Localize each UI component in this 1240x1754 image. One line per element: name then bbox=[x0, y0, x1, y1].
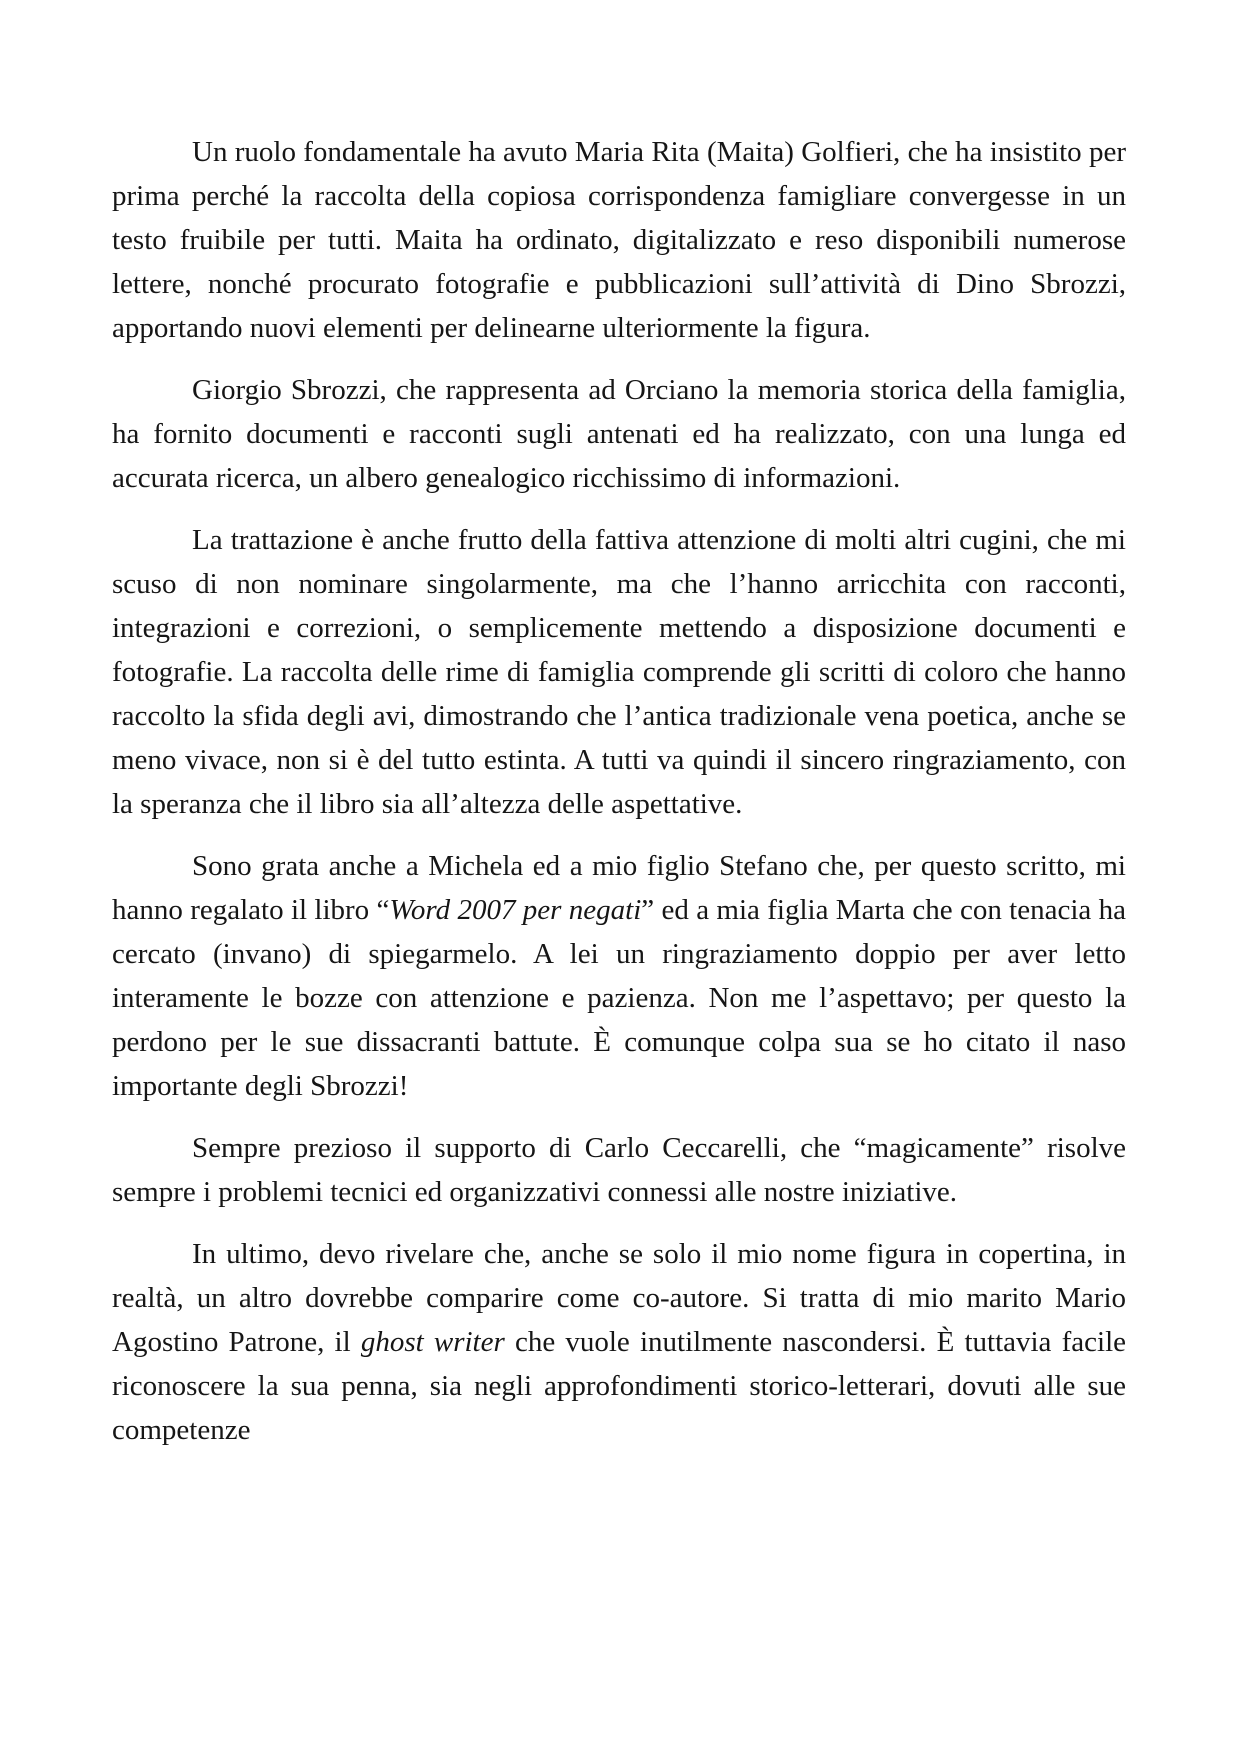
text-run: In ultimo, devo rivelare che, anche se solo il mio nome figura in copertina, in realtà, un altro dovrebbe comparire come co-autore. Si tratta di mio marito Mario Agostino Patrone, il bbox=[112, 1238, 1126, 1358]
paragraph-6 bbox=[112, 1232, 1126, 1452]
text-run: ” ed a mia figlia Marta che con tenacia ha cercato (invano) di spiegarmelo. A lei un ringraziamento doppio per aver letto interamente le bozze con attenzione e pazienza. Non me l’aspettavo; per questo la perdono per le sue dissacranti battute. È comunque colpa sua se ho citato il naso importante degli Sbrozzi! bbox=[112, 894, 1126, 1102]
paragraph-2 bbox=[112, 368, 1126, 500]
paragraph-1 bbox=[112, 130, 1126, 350]
paragraph-4 bbox=[112, 844, 1126, 1108]
paragraph-3 bbox=[112, 518, 1126, 826]
italic-text-run: Word 2007 per negati bbox=[389, 894, 642, 926]
text-run: Sempre prezioso il supporto di Carlo Ceccarelli, che “magicamente” risolve sempre i problemi tecnici ed organizzativi connessi alle nostre iniziative. bbox=[112, 1132, 1126, 1208]
text-run: Giorgio Sbrozzi, che rappresenta ad Orciano la memoria storica della famiglia, ha fornito documenti e racconti sugli antenati ed ha realizzato, con una lunga ed accurata ricerca, un albero genealogico ricchissimo di informazioni. bbox=[112, 374, 1126, 494]
paragraph-5 bbox=[112, 1126, 1126, 1214]
text-run: che vuole inutilmente nascondersi. È tuttavia facile riconoscere la sua penna, sia negli approfondimenti storico-letterari, dovuti alle sue competenze bbox=[112, 1326, 1126, 1446]
document-body bbox=[112, 130, 1126, 1452]
text-run: Sono grata anche a Michela ed a mio figlio Stefano che, per questo scritto, mi hanno regalato il libro “ bbox=[112, 850, 1126, 926]
text-run: Un ruolo fondamentale ha avuto Maria Rita (Maita) Golfieri, che ha insistito per prima perché la raccolta della copiosa corrispondenza famigliare convergesse in un testo fruibile per tutti. Maita ha ordinato, digitalizzato e reso disponibili numerose lettere, nonché procurato fotografie e pubblicazioni sull’attività di Dino Sbrozzi, apportando nuovi elementi per delinearne ulteriormente la figura. bbox=[112, 136, 1126, 344]
italic-text-run: ghost writer bbox=[360, 1326, 505, 1358]
text-run: La trattazione è anche frutto della fattiva attenzione di molti altri cugini, che mi scuso di non nominare singolarmente, ma che l’hanno arricchita con racconti, integrazioni e correzioni, o semplicemente mettendo a disposizione documenti e fotografie. La raccolta delle rime di famiglia comprende gli scritti di coloro che hanno raccolto la sfida degli avi, dimostrando che l’antica tradizionale vena poetica, anche se meno vivace, non si è del tutto estinta. A tutti va quindi il sincero ringraziamento, con la speranza che il libro sia all’altezza delle aspettative. bbox=[112, 524, 1126, 820]
